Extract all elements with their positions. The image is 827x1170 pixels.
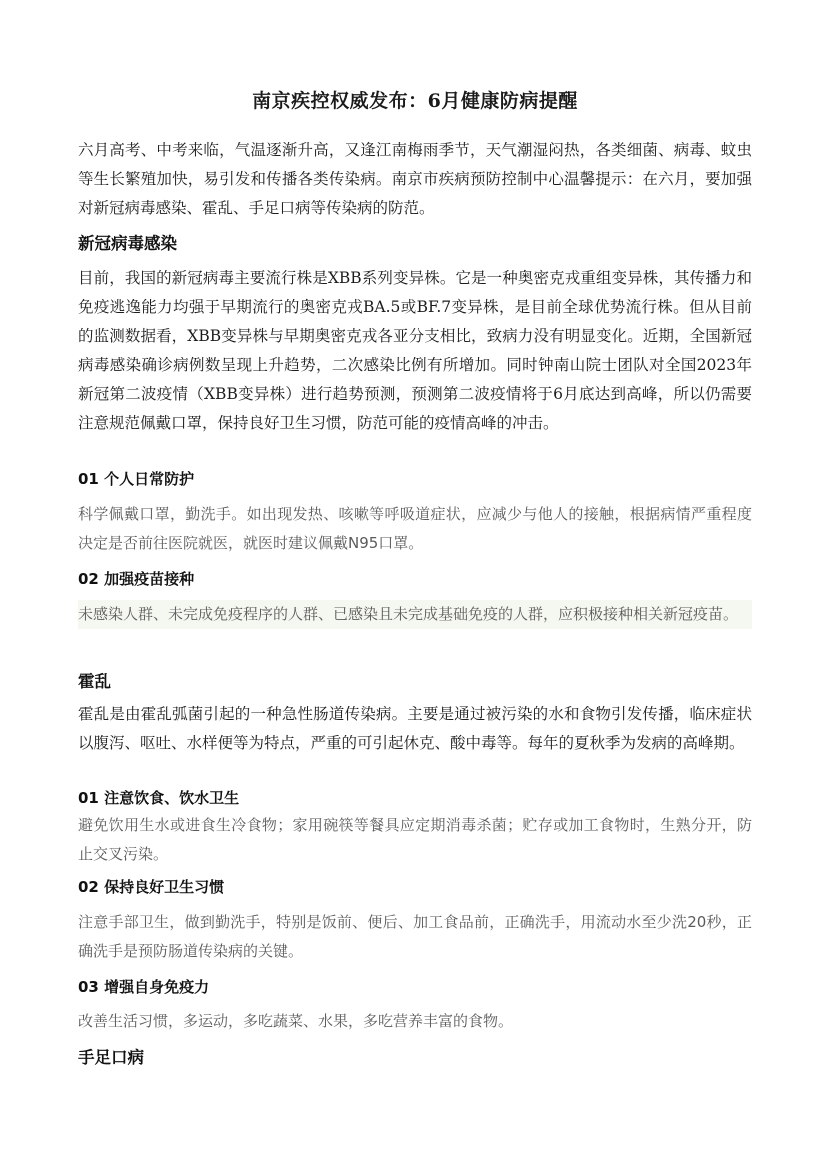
covid-heading: 新冠病毒感染 <box>78 234 177 253</box>
document-title: 南京疾控权威发布：6月健康防病提醒 <box>252 90 578 112</box>
intro-paragraph: 六月高考、中考来临，气温逐渐升高，又逢江南梅雨季节，天气潮湿闷热，各类细菌、病毒、蚊虫等生长繁殖加快，易引发和传播各类传染病。南京市疾病预防控制中心温馨提示：在六月，要加强对新冠病毒感染、霍乱、手足口病等传染病的防范。 <box>78 141 752 217</box>
hfmd-heading: 手足口病 <box>78 1048 144 1067</box>
cholera-sub2-paragraph: 注意手部卫生，做到勤洗手，特别是饭前、便后、加工食品前，正确洗手，用流动水至少洗20秒，正确洗手是预防肠道传染病的关键。 <box>78 913 752 960</box>
cholera-paragraph: 霍乱是由霍乱弧菌引起的一种急性肠道传染病。主要是通过被污染的水和食物引发传播，临床症状以腹泻、呕吐、水样便等为特点，严重的可引起休克、酸中毒等。每年的夏秋季为发病的高峰期。 <box>78 705 752 752</box>
cholera-sub3-heading: 03 增强自身免疫力 <box>78 978 210 996</box>
cholera-sub2-heading: 02 保持良好卫生习惯 <box>78 878 225 896</box>
covid-sub1-heading: 01 个人日常防护 <box>78 470 195 488</box>
cholera-sub1-paragraph: 避免饮用生水或进食生冷食物；家用碗筷等餐具应定期消毒杀菌；贮存或加工食物时，生熟分开，防止交叉污染。 <box>78 816 752 863</box>
cholera-sub1-heading: 01 注意饮食、饮水卫生 <box>78 789 240 807</box>
covid-sub2-paragraph: 未感染人群、未完成免疫程序的人群、已感染且未完成基础免疫的人群，应积极接种相关新冠疫苗。 <box>78 600 752 629</box>
cholera-sub3-paragraph: 改善生活习惯，多运动，多吃蔬菜、水果，多吃营养丰富的食物。 <box>78 1012 514 1030</box>
covid-sub1-paragraph: 科学佩戴口罩，勤洗手。如出现发热、咳嗽等呼吸道症状，应减少与他人的接触，根据病情严重程度决定是否前往医院就医，就医时建议佩戴N95口罩。 <box>78 505 752 552</box>
covid-paragraph: 目前，我国的新冠病毒主要流行株是XBB系列变异株。它是一种奥密克戎重组变异株，其传播力和免疫逃逸能力均强于早期流行的奥密克戎BA.5或BF.7变异株，是目前全球优势流行株。但从目前的监测数据看，XBB变异株与早期奥密克戎各亚分支相比，致病力没有明显变化。近期，全国新冠病毒感染确诊病例数呈现上升趋势，二次感染比例有所增加。同时钟南山院士团队对全国2023年新冠第二波疫情（XBB变异株）进行趋势预测，预测第二波疫情将于6月底达到高峰，所以仍需要注意规范佩戴口罩，保持良好卫生习惯，防范可能的疫情高峰的冲击。 <box>78 269 752 432</box>
covid-sub2-heading: 02 加强疫苗接种 <box>78 570 195 588</box>
cholera-heading: 霍乱 <box>78 672 111 691</box>
